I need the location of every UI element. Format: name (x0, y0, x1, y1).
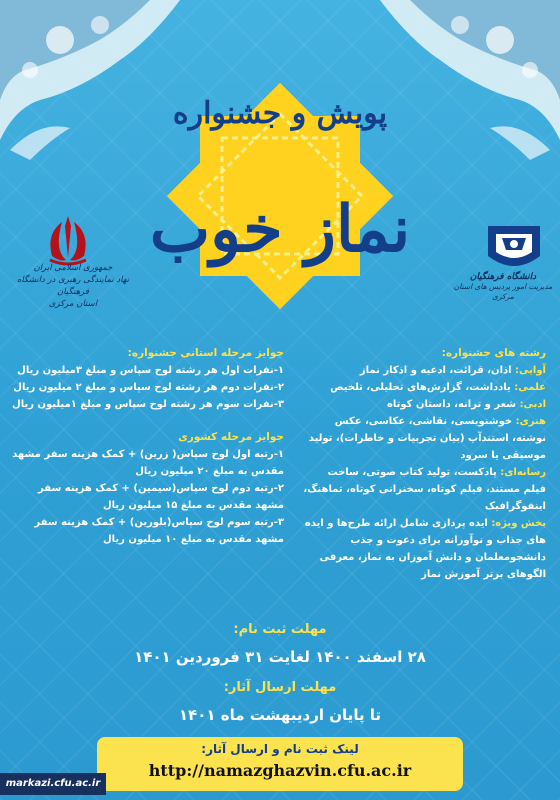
org-left-line2: نهاد نمایندگی رهبری در دانشگاه فرهنگیان (16, 275, 130, 297)
submission-deadline-value: تا پایان اردیبهشت ماه ۱۴۰۱ (178, 706, 382, 724)
provincial-prize-item: ۱-نفرات اول هر رشته لوح سپاس و مبلغ ۳میلیون ریال (17, 365, 284, 376)
farhangian-university-logo-icon (482, 220, 546, 276)
category-item: آوایی: اذان، قرائت، ادعیه و اذکار نماز (359, 365, 546, 376)
category-item: رسانه‌ای: پادکست، تولید کتاب صوتی، ساخت فیلم مستند، فیلم کوتاه، سخنرانی کوتاه، تماهنگ، اینفوگرافیک (303, 467, 546, 512)
national-prize-item: ۲-رتبه دوم لوح سپاس(سیمین) + کمک هزینه سفر مشهد مقدس به مبلغ ۱۵ میلیون ریال (38, 483, 284, 511)
national-prize-item: ۱-رتبه اول لوح سپاس( زرین) + کمک هزینه سفر مشهد مقدس به مبلغ ۲۰ میلیون ریال (12, 449, 284, 477)
categories-header: رشته های جشنواره: (441, 347, 546, 359)
site-watermark: markazi.cfu.ac.ir (0, 773, 106, 795)
org-right-line2: مدیریت امور پردیس های استان مرکزی (453, 282, 553, 301)
festival-title-line1: پویش و جشنواره (172, 96, 388, 131)
org-left-text (14, 262, 132, 310)
registration-deadline-title: مهلت ثبت نام: (233, 622, 327, 637)
category-item: ادبی: شعر و ترانه، داستان کوتاه (386, 399, 546, 410)
national-prizes-header: جوایز مرحله کشوری (178, 431, 284, 443)
national-prize-item: ۳-رتبه سوم لوح سپاس(بلورین) + کمک هزینه سفر مشهد مقدس به مبلغ ۱۰ میلیون ریال (34, 517, 284, 545)
submission-deadline-title: مهلت ارسال آثار: (223, 680, 337, 695)
provincial-prizes-header: جوایز مرحله استانی جشنواره: (127, 347, 284, 359)
section-spacer (8, 413, 284, 429)
categories-section (302, 345, 546, 583)
provincial-prize-item: ۳-نفرات سوم هر رشته لوح سپاس و مبلغ ۱میلیون ریال (12, 399, 284, 410)
provincial-prize-item: ۲-نفرات دوم هر رشته لوح سپاس و مبلغ ۲ میلیون ریال (13, 382, 284, 393)
iran-emblem-icon (38, 212, 98, 268)
prizes-section (8, 345, 284, 548)
registration-link-url[interactable]: http://namazghazvin.cfu.ac.ir (148, 761, 412, 780)
org-right-line1: دانشگاه فرهنگیان (469, 272, 537, 282)
org-left-line3: استان مرکزی (48, 299, 98, 309)
category-item: بخش ویژه: ایده پردازی شامل ارائه طرح‌ها و ایده های جذاب و نوآورانه برای دعوت و جذب دانشجومعلمان و دانش آموزان به نماز، معرفی الگوهای برتر آموزش نماز (304, 518, 546, 580)
registration-link-box (97, 737, 463, 791)
category-item: هنری: خوشنویسی، نقاشی، عکاسی، عکس نوشته، استندآپ (بیان تجربیات و خاطرات)، تولید موسیقی یا سرود (308, 416, 546, 461)
org-left-line1: جمهوری اسلامی ایران (33, 263, 113, 273)
registration-deadline-value: ۲۸ اسفند ۱۴۰۰ لغایت ۳۱ فروردین ۱۴۰۱ (134, 648, 426, 666)
registration-link-label: لینک ثبت نام و ارسال آثار: (201, 742, 359, 756)
title-star-frame (140, 68, 420, 323)
org-right-text (450, 272, 556, 302)
category-item: علمی: یادداشت، گزارش‌های تحلیلی، تلخیص (330, 382, 546, 393)
festival-title-line2: نماز خوب (149, 192, 411, 267)
